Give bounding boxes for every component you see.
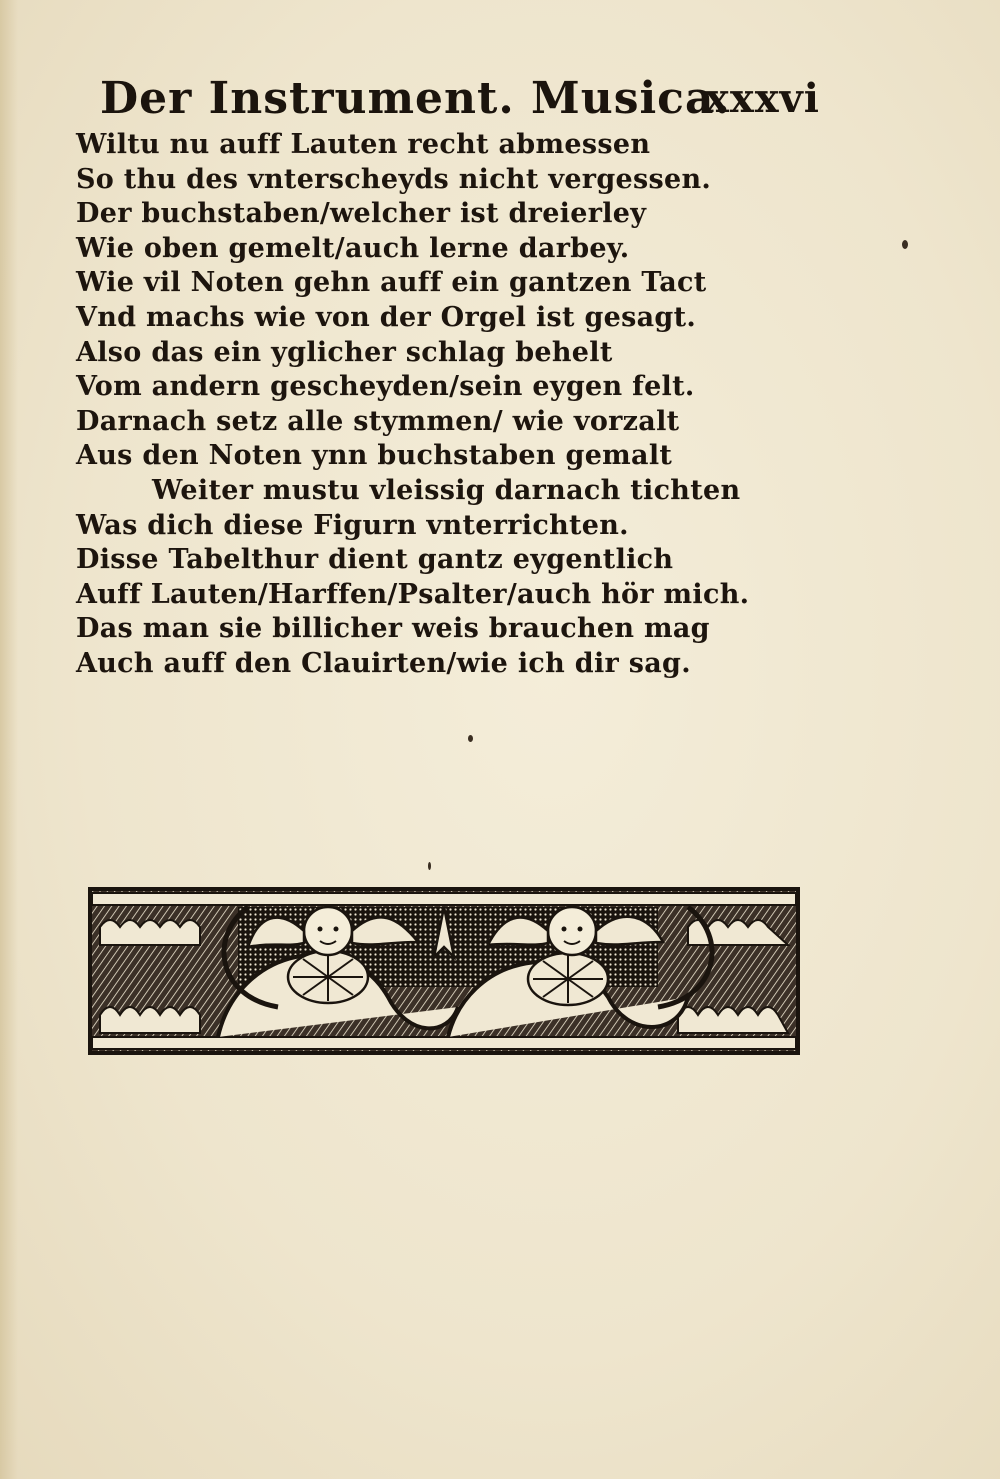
verse-line: Das man sie billicher weis brauchen mag	[76, 613, 710, 645]
verse-line: Auch auff den Clauirten/wie ich dir sag.	[76, 647, 691, 679]
verse-block	[76, 128, 796, 682]
verse-line: Aus den Noten ynn buchstaben gemalt	[76, 440, 673, 472]
verse-line: Wie oben gemelt/auch lerne darbey.	[76, 232, 630, 264]
ink-speck	[468, 735, 473, 742]
verse-line: Disse Tabelthur dient gantz eygentlich	[76, 544, 674, 576]
running-head	[100, 70, 820, 128]
verse-line: Was dich diese Figurn vnterrichten.	[76, 509, 629, 541]
verse-line: Vom andern gescheyden/sein eygen felt.	[76, 371, 695, 403]
verse-line: Auff Lauten/Harffen/Psalter/auch hör mich.	[76, 578, 750, 610]
folio-number: xxxvi	[705, 75, 820, 122]
verse-line: Der buchstaben/welcher ist dreierley	[76, 198, 647, 230]
running-title: Der Instrument. Musica.	[100, 73, 731, 124]
verse-line: Wie vil Noten gehn auff ein gantzen Tact	[76, 267, 707, 299]
verse-line: Weiter mustu vleissig darnach tichten	[152, 474, 741, 506]
verse-line: So thu des vnterscheyds nicht vergessen.	[76, 163, 712, 195]
verse-line: Also das ein yglicher schlag behelt	[76, 336, 613, 368]
gutter-shadow	[0, 0, 18, 1479]
verse-line: Darnach setz alle stymmen/ wie vorzalt	[76, 405, 680, 437]
woodcut-cherubs-icon	[88, 887, 800, 1055]
ink-speck	[428, 862, 431, 870]
ink-speck	[902, 240, 908, 249]
verse-line: Vnd machs wie von der Orgel ist gesagt.	[76, 301, 697, 333]
verse-line: Wiltu nu auff Lauten recht abmessen	[76, 129, 651, 160]
